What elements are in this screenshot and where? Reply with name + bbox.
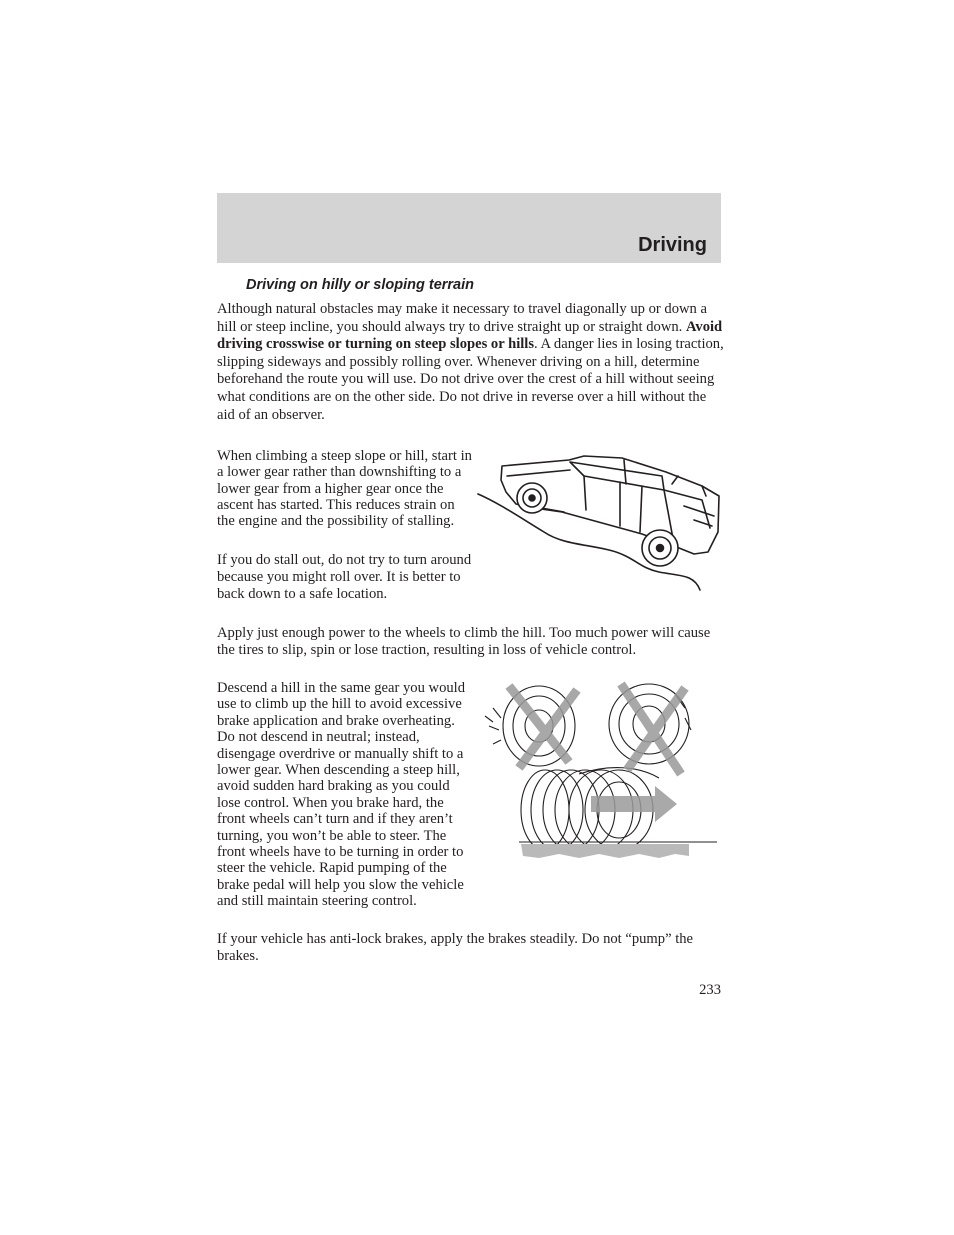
warning-bold-text: Avoid driving crosswise or turning on steep slopes or hills [217,318,723,353]
wheel-traction-illustration [479,678,723,868]
paragraph-power: Apply just enough power to the wheels to climb the hill. Too much power will cause the tires to slip, spin or lose traction, resulting in loss of vehicle control. [217,625,711,658]
direction-arrow-icon [591,786,677,822]
subheading: Driving on hilly or sloping terrain [246,277,474,293]
page-number: 233 [699,982,721,998]
paragraph-climbing: When climbing a steep slope or hill, start in a lower gear rather than downshifting to a lower gear from a higher gear once the ascent has started. This reduces strain on the engine and the possibility of stalling. [217,448,472,530]
section-title: Driving [638,234,707,256]
paragraph-antilock: If your vehicle has anti-lock brakes, apply the brakes steadily. Do not “pump” the brakes. [217,931,694,964]
paragraph-text: Although natural obstacles may make it necessary to travel diagonally up or down a hill or steep incline, you should always try to drive straight up or straight down. [217,301,707,335]
section-header-band [217,193,721,263]
suv-on-hill-illustration [474,448,728,594]
rolling-wheel [521,770,569,850]
paragraph-text: . A danger lies in losing traction, slipping sideways and possibly rolling over. Whenever driving on a hill, determine beforehand the route you will use. Do not drive over the crest of a hill without seeing what conditions are on the other side. Do not drive in reverse over a hill without the aid of an observer. [217,336,724,423]
ground-strip [521,844,689,858]
paragraph-hill-driving [217,301,725,424]
paragraph-stall: If you do stall out, do not try to turn around because you might roll over. It is better to back down to a safe location. [217,552,472,602]
paragraph-text: Descend a hill in the same gear you would use to climb up the hill to avoid excessive brake application and brake overheating. Do not descend in neutral; instead, disengage overdrive or manually shift to a lower gear. When descending a steep hill, avoid sudden hard braking as you could lose control. When you brake hard, the front wheels can’t turn and if they aren’t turning, you won’t be able to steer. The front wheels have to be turning in order to steer the vehicle. Rapid pumping of the brake pedal will help you slow the vehicle and still maintain steering control. [217,680,466,910]
x-mark-left-icon [509,686,569,762]
